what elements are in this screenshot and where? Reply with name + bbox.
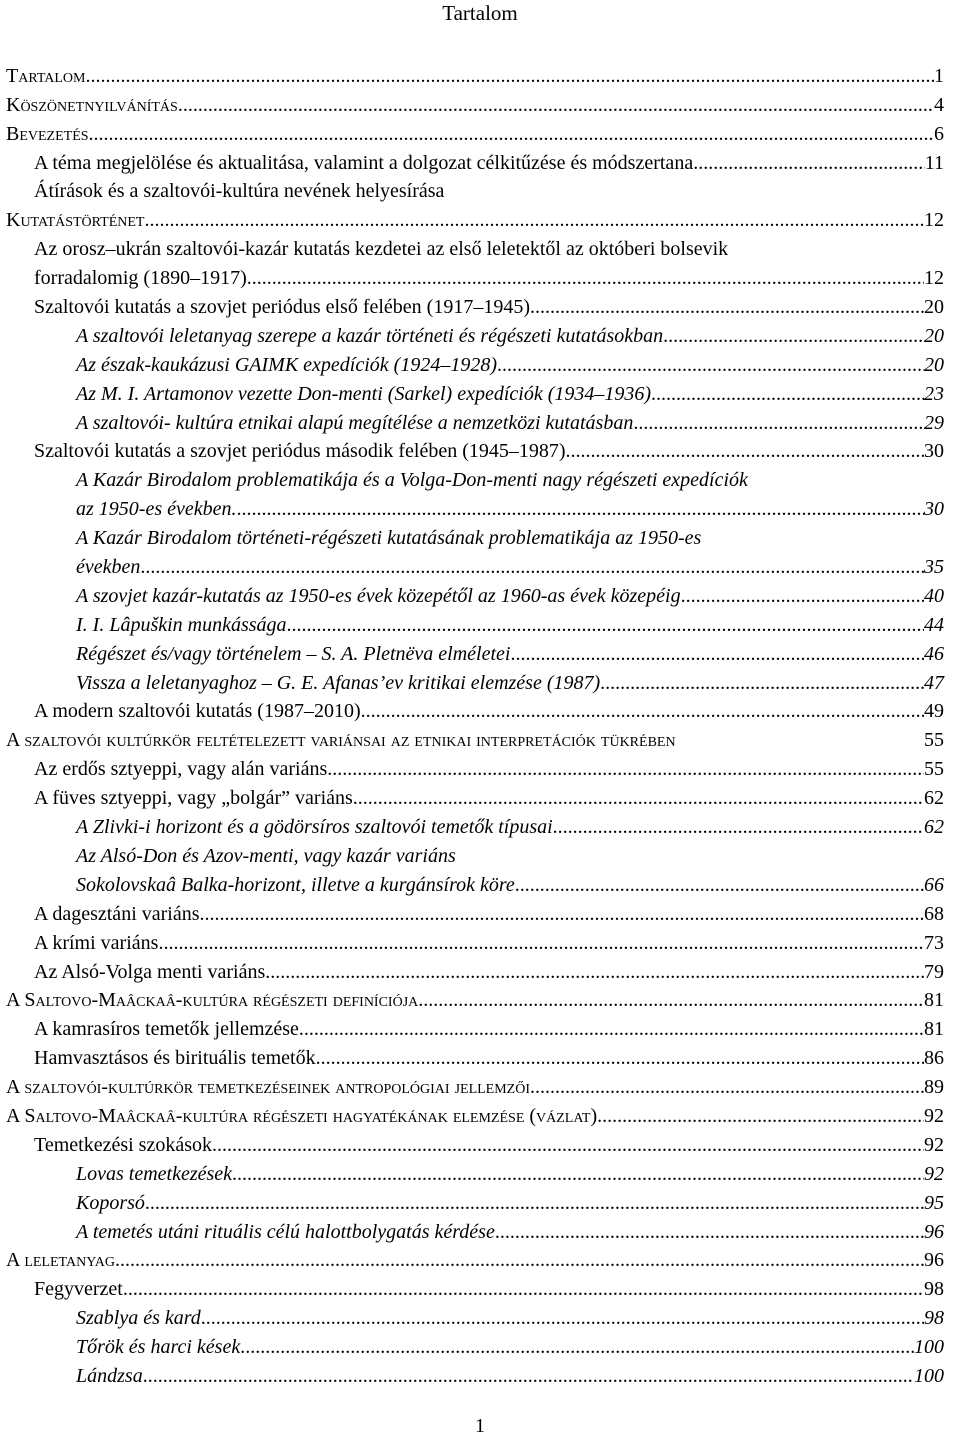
toc-leader-dots (201, 1306, 924, 1330)
toc-entry[interactable] (6, 1359, 944, 1388)
toc-entry[interactable] (6, 88, 944, 117)
toc-entry-title: Szablya és kard (76, 1307, 201, 1330)
toc-entry-title: Fegyverzet (34, 1278, 123, 1301)
toc-entry[interactable] (6, 723, 944, 752)
toc-leader-dots (143, 1364, 914, 1388)
toc-entry-page: 30 (924, 498, 944, 521)
toc-entry-page: 95 (924, 1191, 944, 1214)
toc-leader-dots (144, 208, 924, 232)
toc-leader-dots (89, 122, 934, 146)
toc-entry[interactable] (6, 1099, 944, 1128)
toc-entry-title: A szaltovói leletanyag szerepe a kazár történeti és régészeti kutatásokban (76, 324, 664, 347)
toc-entry[interactable] (6, 550, 944, 579)
toc-leader-dots (200, 902, 925, 926)
toc-entry-page: 92 (924, 1133, 944, 1156)
toc-entry[interactable] (6, 1301, 944, 1330)
toc-entry-title: Hamvasztásos és birituális temetők (34, 1047, 316, 1070)
toc-entry-title: években (76, 556, 141, 579)
toc-entry-title: A Saltovo-Maâckaâ-kultúra régészeti hagyatékának elemzése (vázlat) (6, 1104, 598, 1127)
table-of-contents (6, 59, 944, 1388)
toc-entry-title: I. I. Lâpuškin munkássága (76, 613, 287, 636)
toc-leader-dots (571, 439, 924, 463)
toc-leader-dots (693, 151, 925, 175)
toc-leader-dots (247, 266, 924, 290)
toc-entry-page: 46 (924, 642, 944, 665)
toc-entry-title: A Zlivki-i horizont és a gödörsíros szaltovói temetők típusai (76, 816, 553, 839)
toc-entry[interactable] (6, 290, 944, 319)
toc-entry-page: 92 (924, 1162, 944, 1185)
toc-leader-dots (178, 93, 934, 117)
toc-entry[interactable] (6, 810, 944, 839)
toc-entry-title: Az észak-kaukázusi GAIMK expedíciók (1924–1928) (76, 353, 497, 376)
toc-entry[interactable] (6, 984, 944, 1013)
toc-leader-dots (633, 411, 924, 435)
toc-leader-dots (237, 497, 925, 521)
toc-entry-title: Szaltovói kutatás a szovjet periódus második felében (1945–1987). (34, 440, 571, 463)
toc-entry-title: Tartalom (6, 64, 86, 87)
toc-leader-dots (418, 988, 924, 1012)
toc-entry-page: 55 (924, 758, 944, 781)
toc-leader-dots (299, 1017, 924, 1041)
toc-entry-page: 23 (924, 382, 944, 405)
toc-entry[interactable] (6, 781, 944, 810)
toc-leader-dots (510, 642, 924, 666)
toc-leader-dots (530, 1075, 924, 1099)
toc-entry-title: Lovas temetkezések (76, 1162, 233, 1185)
toc-entry-title: A modern szaltovói kutatás (1987–2010) (34, 700, 361, 723)
toc-leader-dots (497, 353, 924, 377)
toc-entry-title: A kamrasíros temetők jellemzése (34, 1018, 299, 1041)
toc-entry-title: A szaltovói-kultúrkör temetkezéseinek antropológiai jellemzői (6, 1076, 530, 1099)
toc-entry-title: Régészet és/vagy történelem – S. A. Pletnëva elméletei (76, 642, 511, 665)
toc-entry[interactable] (6, 406, 944, 435)
toc-entry-title: A füves sztyeppi, vagy „bolgár” variáns (34, 787, 353, 810)
toc-entry-title: forradalomig (1890–1917) (34, 267, 247, 290)
toc-entry[interactable] (6, 59, 944, 88)
toc-entry-title: A temetés utáni rituális célú halottbolygatás kérdése (76, 1220, 495, 1243)
toc-leader-dots (85, 64, 934, 88)
toc-leader-dots (158, 931, 924, 955)
toc-leader-dots (327, 757, 924, 781)
toc-entry-page: 81 (924, 989, 944, 1012)
toc-leader-dots (115, 1248, 924, 1272)
toc-entry-page: 100 (914, 1364, 944, 1387)
toc-entry-page: 55 (924, 729, 944, 752)
toc-entry-page: 96 (924, 1249, 944, 1272)
toc-entry[interactable] (6, 1272, 944, 1301)
toc-entry-title: Az M. I. Artamonov vezette Don-menti (Sarkel) expedíciók (1934–1936) (76, 382, 652, 405)
toc-entry[interactable] (6, 146, 944, 175)
toc-entry[interactable] (6, 868, 944, 897)
toc-entry[interactable] (6, 463, 944, 492)
toc-entry-page: 73 (924, 931, 944, 954)
toc-entry-page: 11 (924, 151, 944, 174)
toc-entry-page: 98 (924, 1278, 944, 1301)
toc-entry-title: Köszönetnyilvánítás (6, 93, 178, 116)
toc-leader-dots (495, 1220, 924, 1244)
toc-entry[interactable] (6, 232, 944, 261)
toc-entry-title: Átírások és a szaltovói-kultúra nevének helyesírása (34, 180, 445, 203)
toc-entry-title: A dagesztáni variáns (34, 902, 200, 925)
toc-entry-title: az 1950-es években. (76, 498, 237, 521)
toc-entry-title: A leletanyag (6, 1249, 115, 1272)
toc-entry[interactable] (6, 695, 944, 724)
toc-entry-page: 4 (934, 93, 944, 116)
toc-entry-page: 44 (924, 613, 944, 636)
toc-leader-dots (265, 960, 924, 984)
toc-leader-dots (600, 671, 924, 695)
toc-entry-title: Szaltovói kutatás a szovjet periódus első felében (1917–1945) (34, 296, 530, 319)
toc-entry[interactable] (6, 1128, 944, 1157)
toc-entry[interactable] (6, 637, 944, 666)
toc-entry-title: Kutatástörténet (6, 209, 145, 232)
toc-leader-dots (353, 786, 924, 810)
page-number: 1 (475, 1415, 485, 1437)
toc-entry[interactable] (6, 579, 944, 608)
toc-entry-title: A Saltovo-Maâckaâ-kultúra régészeti definíciója (6, 989, 419, 1012)
toc-entry[interactable] (6, 319, 944, 348)
toc-entry[interactable] (6, 1330, 944, 1359)
toc-entry[interactable] (6, 1070, 944, 1099)
toc-entry-page: 49 (924, 700, 944, 723)
toc-leader-dots (287, 613, 924, 637)
toc-leader-dots (212, 1133, 924, 1157)
toc-entry-page: 66 (924, 873, 944, 896)
toc-entry-page: 96 (924, 1220, 944, 1243)
toc-entry-page: 29 (924, 411, 944, 434)
toc-entry-page: 79 (924, 960, 944, 983)
toc-entry[interactable] (6, 117, 944, 146)
toc-entry-title: Bevezetés (6, 122, 89, 145)
toc-entry-title: A Kazár Birodalom problematikája és a Volga-Don-menti nagy régészeti expedíciók (76, 469, 748, 492)
toc-entry-title: Az orosz–ukrán szaltovói-kazár kutatás kezdetei az első leletektől az októberi bolsevik (34, 238, 729, 261)
toc-leader-dots (597, 1104, 924, 1128)
toc-entry-page: 6 (934, 122, 944, 145)
toc-entry-page: 12 (924, 209, 944, 232)
toc-entry[interactable] (6, 1041, 944, 1070)
toc-entry[interactable] (6, 608, 944, 637)
toc-leader-dots (240, 1335, 914, 1359)
toc-entry-title: Vissza a leletanyaghoz – G. E. Afanas’ev kritikai elemzése (1987) (76, 671, 601, 694)
toc-entry-title: Lándzsa (76, 1364, 143, 1387)
toc-entry[interactable] (6, 492, 944, 521)
toc-entry[interactable] (6, 435, 944, 464)
toc-entry-title: Az Alsó-Don és Azov-menti, vagy kazár variáns (76, 844, 456, 867)
toc-entry-page: 100 (914, 1336, 944, 1359)
toc-entry-title: A szovjet kazár-kutatás az 1950-es évek közepétől az 1960-as évek közepéig (76, 584, 681, 607)
toc-entry-page: 68 (924, 902, 944, 925)
toc-entry-title: A Kazár Birodalom történeti-régészeti kutatásának problematikája az 1950-es (76, 527, 702, 550)
toc-entry-page: 20 (924, 296, 944, 319)
toc-entry-title: Temetkezési szokások (34, 1133, 212, 1156)
toc-entry-page: 47 (924, 671, 944, 694)
toc-entry[interactable] (6, 261, 944, 290)
toc-entry-page: 62 (924, 787, 944, 810)
toc-entry-page: 30 (924, 440, 944, 463)
toc-entry[interactable] (6, 839, 944, 868)
toc-entry-title: Sokolovskaâ Balka-horizont, illetve a kurgánsírok köre (76, 873, 515, 896)
page-title: Tartalom (442, 1, 518, 25)
toc-leader-dots (553, 815, 924, 839)
toc-entry[interactable] (6, 521, 944, 550)
toc-entry[interactable] (6, 1215, 944, 1244)
toc-entry[interactable] (6, 1012, 944, 1041)
toc-entry-page: 20 (924, 324, 944, 347)
toc-leader-dots (361, 699, 924, 723)
toc-entry-title: Tőrök és harci kések (76, 1336, 241, 1359)
toc-entry[interactable] (6, 752, 944, 781)
toc-leader-dots (530, 295, 924, 319)
toc-entry-page: 98 (924, 1307, 944, 1330)
toc-entry-page: 81 (924, 1018, 944, 1041)
toc-leader-dots (145, 1191, 924, 1215)
toc-entry[interactable] (6, 377, 944, 406)
toc-leader-dots (663, 324, 924, 348)
toc-leader-dots (232, 1162, 924, 1186)
toc-entry-title: A szaltovói- kultúra etnikai alapú megítélése a nemzetközi kutatásban (76, 411, 634, 434)
toc-entry-title: Az Alsó-Volga menti variáns (34, 960, 266, 983)
toc-leader-dots (140, 555, 924, 579)
toc-leader-dots (651, 382, 924, 406)
toc-entry-page: 1 (934, 64, 944, 87)
toc-entry[interactable] (6, 1157, 944, 1186)
toc-entry-title: A krími variáns (34, 931, 159, 954)
toc-entry[interactable] (6, 1186, 944, 1215)
toc-entry-page: 12 (924, 267, 944, 290)
toc-entry[interactable] (6, 955, 944, 984)
toc-entry-title: Koporsó (76, 1191, 145, 1214)
toc-entry[interactable] (6, 1244, 944, 1273)
toc-entry-page: 40 (924, 584, 944, 607)
toc-entry-page: 92 (924, 1104, 944, 1127)
toc-leader-dots (123, 1277, 924, 1301)
toc-leader-dots (316, 1046, 924, 1070)
toc-leader-dots (681, 584, 924, 608)
toc-entry-page: 86 (924, 1047, 944, 1070)
toc-entry[interactable] (6, 348, 944, 377)
toc-entry[interactable] (6, 897, 944, 926)
toc-entry-title: A szaltovói kultúrkör feltételezett variánsai az etnikai interpretációk tükrében (6, 729, 676, 752)
toc-entry-page: 89 (924, 1076, 944, 1099)
toc-entry-title: Az erdős sztyeppi, vagy alán variáns (34, 758, 328, 781)
toc-entry[interactable] (6, 203, 944, 232)
toc-entry[interactable] (6, 926, 944, 955)
toc-entry-page: 20 (924, 353, 944, 376)
toc-entry[interactable] (6, 666, 944, 695)
toc-entry-page: 62 (924, 816, 944, 839)
toc-leader-dots (515, 873, 924, 897)
toc-entry-title: A téma megjelölése és aktualitása, valamint a dolgozat célkitűzése és módszertana (34, 151, 694, 174)
toc-entry[interactable] (6, 175, 944, 204)
toc-entry-page: 35 (924, 556, 944, 579)
